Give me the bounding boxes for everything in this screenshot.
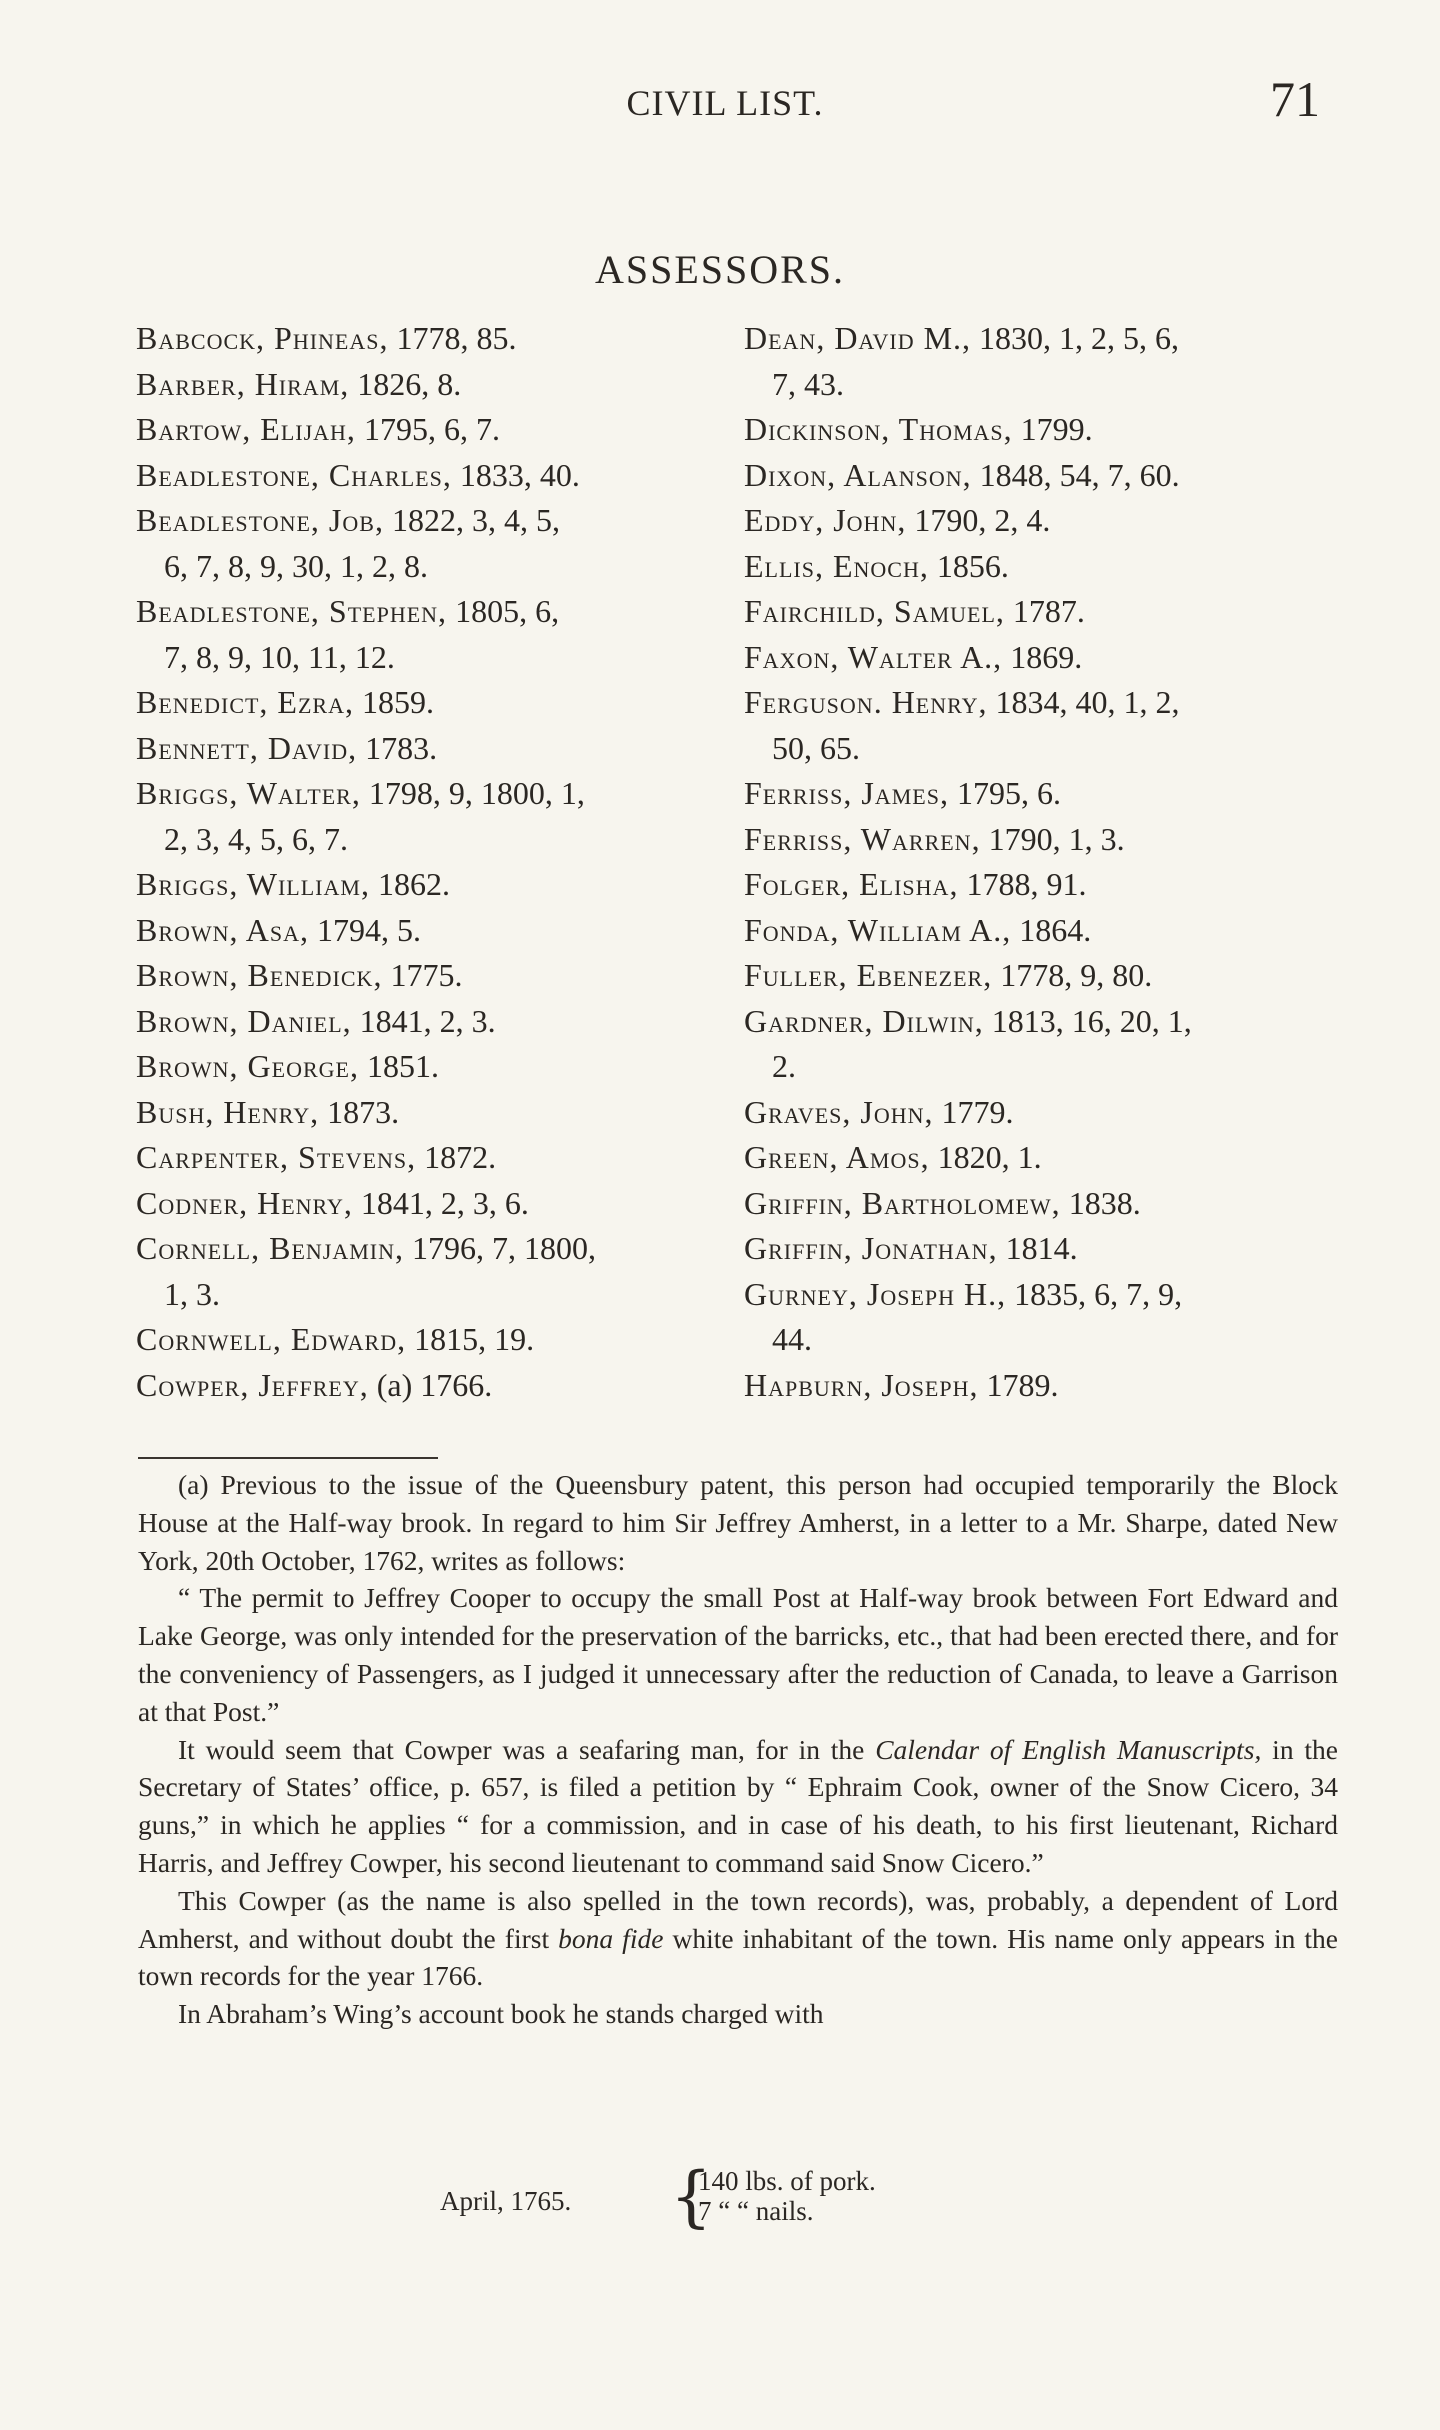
assessor-name: Brown, Daniel, (136, 1002, 352, 1039)
assessor-name: Fairchild, Samuel, (744, 593, 1005, 629)
assessor-years: 1795, 6, 7. (355, 411, 500, 447)
assessor-years: 1820, 1. (929, 1139, 1042, 1175)
assessor-name: Hapburn, Joseph, (744, 1366, 979, 1403)
assessor-entry (744, 999, 1344, 1090)
assessor-entry (136, 407, 716, 453)
assessor-entry (744, 589, 1344, 635)
assessor-name: Ellis, Enoch, (744, 547, 929, 584)
ledger-items (698, 2166, 876, 2226)
ledger-date: April, 1765. (440, 2186, 572, 2216)
assessor-years: 1813, 16, 20, 1, (983, 1002, 1192, 1039)
assessor-entry (136, 1363, 716, 1409)
assessor-name: Cornwell, Edward, (136, 1321, 407, 1357)
assessor-entry (744, 498, 1344, 544)
footnote-italic: bona fide (558, 1922, 664, 1954)
footnotes (138, 1466, 1338, 2033)
assessor-name: Ferriss, Warren, (744, 820, 981, 857)
running-head-title: CIVIL LIST. (626, 83, 824, 123)
assessor-entry (744, 544, 1344, 590)
assessor-years-continued: 7, 43. (772, 365, 844, 402)
assessor-name: Ferguson. Henry, (744, 684, 988, 720)
assessor-entry (744, 817, 1344, 863)
assessor-entry (744, 1090, 1344, 1136)
assessor-years: 1798, 9, 1800, 1, (360, 775, 585, 811)
assessor-years: 1789. (978, 1366, 1059, 1403)
footnote-divider (138, 1457, 438, 1459)
assessor-years: 1794, 5. (309, 911, 422, 948)
assessor-years: 1790, 1, 3. (980, 820, 1125, 857)
assessor-name: Brown, Asa, (136, 911, 310, 948)
assessor-entry (136, 862, 716, 908)
assessor-name: Bartow, Elijah, (136, 411, 356, 447)
assessor-entry (136, 316, 716, 362)
footnote-paragraph: (a) Previous to the issue of the Queensbury patent, this person had occupied temporarily the Block House at the Half-way brook. In regard to him Sir Jeffrey Amherst, in a letter to a Mr. Sharpe, dated New York, 20th October, 1762, writes as follows: (138, 1469, 1338, 1576)
assessor-years: 1856. (928, 547, 1009, 584)
assessor-years: 1848, 54, 7, 60. (971, 456, 1180, 493)
assessor-entry (744, 1135, 1344, 1181)
assessor-name: Ferriss, James, (744, 775, 949, 811)
assessor-name: Graves, John, (744, 1093, 934, 1130)
assessor-entry (136, 726, 716, 772)
assessor-years-continued: 50, 65. (772, 729, 860, 766)
assessor-years: 1859. (353, 684, 434, 720)
assessor-years: 1869. (1002, 638, 1083, 675)
footnote-paragraph (138, 1731, 1338, 1882)
footnote-text: This Cowper (as the name is also spelled in the town records), was, probably, a dependent of Lord Amherst, and without doubt the first (138, 1884, 1338, 1954)
assessor-name: Gurney, Joseph H., (744, 1275, 1007, 1312)
footnote-italic: Calendar of English Manuscripts, (875, 1733, 1262, 1765)
assessor-years: 1799. (1012, 411, 1093, 447)
assessor-entry (744, 1226, 1344, 1272)
assessor-years: 1783. (357, 729, 438, 766)
assessor-years: 1814. (997, 1230, 1078, 1266)
assessor-years: 1851. (359, 1048, 439, 1084)
footnote-paragraph: In Abraham’s Wing’s account book he stands charged with (178, 1998, 824, 2030)
section-title: ASSESSORS. (594, 247, 846, 292)
assessor-name: Brown, George, (136, 1048, 359, 1084)
assessor-name: Beadlestone, Job, (136, 502, 384, 538)
assessor-entry (744, 1181, 1344, 1227)
assessor-years-continued: 2. (772, 1048, 796, 1084)
assessor-entry (744, 635, 1344, 681)
assessors-right-column (744, 316, 1344, 1408)
assessors-left-column (136, 316, 716, 1408)
assessor-years: 1805, 6, (447, 593, 560, 629)
assessor-name: Fuller, Ebenezer, (744, 957, 993, 993)
assessor-entry (744, 316, 1344, 407)
assessor-years: 1864. (1011, 911, 1092, 948)
assessor-name: Fonda, William A., (744, 911, 1012, 948)
assessor-name: Codner, Henry, (136, 1184, 353, 1221)
assessor-entry (136, 1135, 716, 1181)
assessor-entry (136, 1226, 716, 1317)
assessor-name: Benedict, Ezra, (136, 684, 354, 720)
assessor-entry (136, 1181, 716, 1227)
assessor-entry (744, 680, 1344, 771)
assessor-years: 1822, 3, 4, 5, (383, 502, 560, 538)
assessor-entry (136, 589, 716, 680)
footnote-text: in the Secretary of States’ office, p. 657, is filed a petition by “ Ephraim Cook, owner of the Snow Cicero, 34 guns,” in which he applies “ for a commission, and in case of his death, to his first lieutenant, Richard Harris, and Jeffrey Cowper, his second lieutenant to command said Snow Cicero.” (138, 1733, 1338, 1878)
assessor-years: 1841, 2, 3. (351, 1002, 496, 1039)
footnote-text: It would seem that Cowper was a seafaring man, for in the (178, 1733, 876, 1765)
assessor-years: 1787. (1004, 593, 1085, 629)
assessor-entry (744, 953, 1344, 999)
assessor-name: Beadlestone, Charles, (136, 456, 452, 493)
assessor-years: 1826, 8. (349, 365, 462, 402)
assessor-name: Folger, Elisha, (744, 866, 959, 902)
assessor-name: Barber, Hiram, (136, 365, 350, 402)
assessor-years: 1873. (319, 1093, 400, 1130)
assessor-name: Gardner, Dilwin, (744, 1002, 984, 1039)
assessor-entry (136, 1090, 716, 1136)
assessor-years-continued: 6, 7, 8, 9, 30, 1, 2, 8. (164, 547, 428, 584)
assessor-entry (744, 862, 1344, 908)
assessor-years: 1778, 9, 80. (992, 957, 1153, 993)
assessor-years: 1775. (382, 957, 463, 993)
assessor-name: Beadlestone, Stephen, (136, 593, 448, 629)
assessor-entry (136, 453, 716, 499)
assessor-name: Bush, Henry, (136, 1093, 320, 1130)
assessor-years: 1862. (369, 866, 450, 902)
assessor-name: Dickinson, Thomas, (744, 411, 1013, 447)
assessor-name: Dixon, Alanson, (744, 456, 972, 493)
assessor-years: 1838. (1060, 1184, 1141, 1221)
assessor-name: Briggs, William, (136, 866, 370, 902)
assessor-name: Carpenter, Stevens, (136, 1139, 417, 1175)
assessor-entry (744, 453, 1344, 499)
assessor-entry (136, 1044, 716, 1090)
assessor-years-continued: 44. (772, 1321, 812, 1357)
running-head (130, 70, 1320, 130)
assessor-years: 1790, 2, 4. (906, 502, 1051, 538)
assessor-entry (136, 362, 716, 408)
assessor-years: 1872. (416, 1139, 497, 1175)
assessor-name: Briggs, Walter, (136, 775, 361, 811)
assessor-name: Dean, David M., (744, 320, 972, 356)
assessor-years-continued: 1, 3. (164, 1275, 220, 1312)
assessor-years: 1835, 6, 7, 9, (1006, 1275, 1183, 1312)
assessor-entry (136, 908, 716, 954)
assessor-entry (744, 908, 1344, 954)
assessor-entry (136, 498, 716, 589)
assessor-entry (136, 953, 716, 999)
assessor-years: 1795, 6. (948, 775, 1061, 811)
assessor-name: Cowper, Jeffrey, (136, 1366, 369, 1403)
assessor-years: 1778, 85. (388, 320, 517, 356)
assessor-years: 1834, 40, 1, 2, (987, 684, 1180, 720)
assessor-name: Faxon, Walter A., (744, 638, 1003, 675)
assessor-years: 1815, 19. (406, 1321, 535, 1357)
assessor-years: 1779. (933, 1093, 1014, 1130)
brace-icon: { (670, 2158, 712, 2235)
ledger-line: 140 lbs. of pork. (698, 2166, 876, 2196)
footnote-paragraph (138, 1882, 1338, 1995)
assessor-entry (136, 771, 716, 862)
footnote-text: white inhabitant of the town. His name only appears in the town records for the year 1766. (138, 1922, 1338, 1992)
page-number: 71 (1270, 71, 1320, 127)
footnote-quote: “ The permit to Jeffrey Cooper to occupy the small Post at Half-way brook between Fort Edward and Lake George, was only intended for the preservation of the barricks, etc., that had been erected there, and for the conveniency of Passengers, as I judged it unnecessary after the reduction of Canada, to leave a Garrison at that Post.” (138, 1582, 1338, 1727)
assessor-entry (744, 1363, 1344, 1409)
assessor-name: Bennett, David, (136, 729, 358, 766)
assessor-entry (136, 999, 716, 1045)
assessor-entry (744, 407, 1344, 453)
assessor-years: 1788, 91. (958, 866, 1087, 902)
assessor-entry (744, 1272, 1344, 1363)
assessor-years: 1796, 7, 1800, (404, 1230, 597, 1266)
assessor-entry (136, 680, 716, 726)
assessor-years: (a) 1766. (368, 1366, 493, 1403)
assessor-name: Griffin, Jonathan, (744, 1230, 998, 1266)
ledger-line: 7 “ “ nails. (698, 2196, 814, 2226)
assessor-name: Babcock, Phineas, (136, 320, 389, 356)
assessor-years: 1841, 2, 3, 6. (352, 1184, 529, 1221)
assessor-entry (136, 1317, 716, 1363)
assessor-name: Cornell, Benjamin, (136, 1230, 405, 1266)
assessor-years-continued: 2, 3, 4, 5, 6, 7. (164, 820, 348, 857)
assessor-name: Brown, Benedick, (136, 957, 383, 993)
assessor-years: 1830, 1, 2, 5, 6, (971, 320, 1180, 356)
assessor-entry (744, 771, 1344, 817)
assessor-years: 1833, 40. (451, 456, 580, 493)
assessor-name: Griffin, Bartholomew, (744, 1184, 1061, 1221)
assessor-name: Eddy, John, (744, 502, 907, 538)
assessor-name: Green, Amos, (744, 1139, 930, 1175)
assessor-years-continued: 7, 8, 9, 10, 11, 12. (164, 638, 395, 675)
